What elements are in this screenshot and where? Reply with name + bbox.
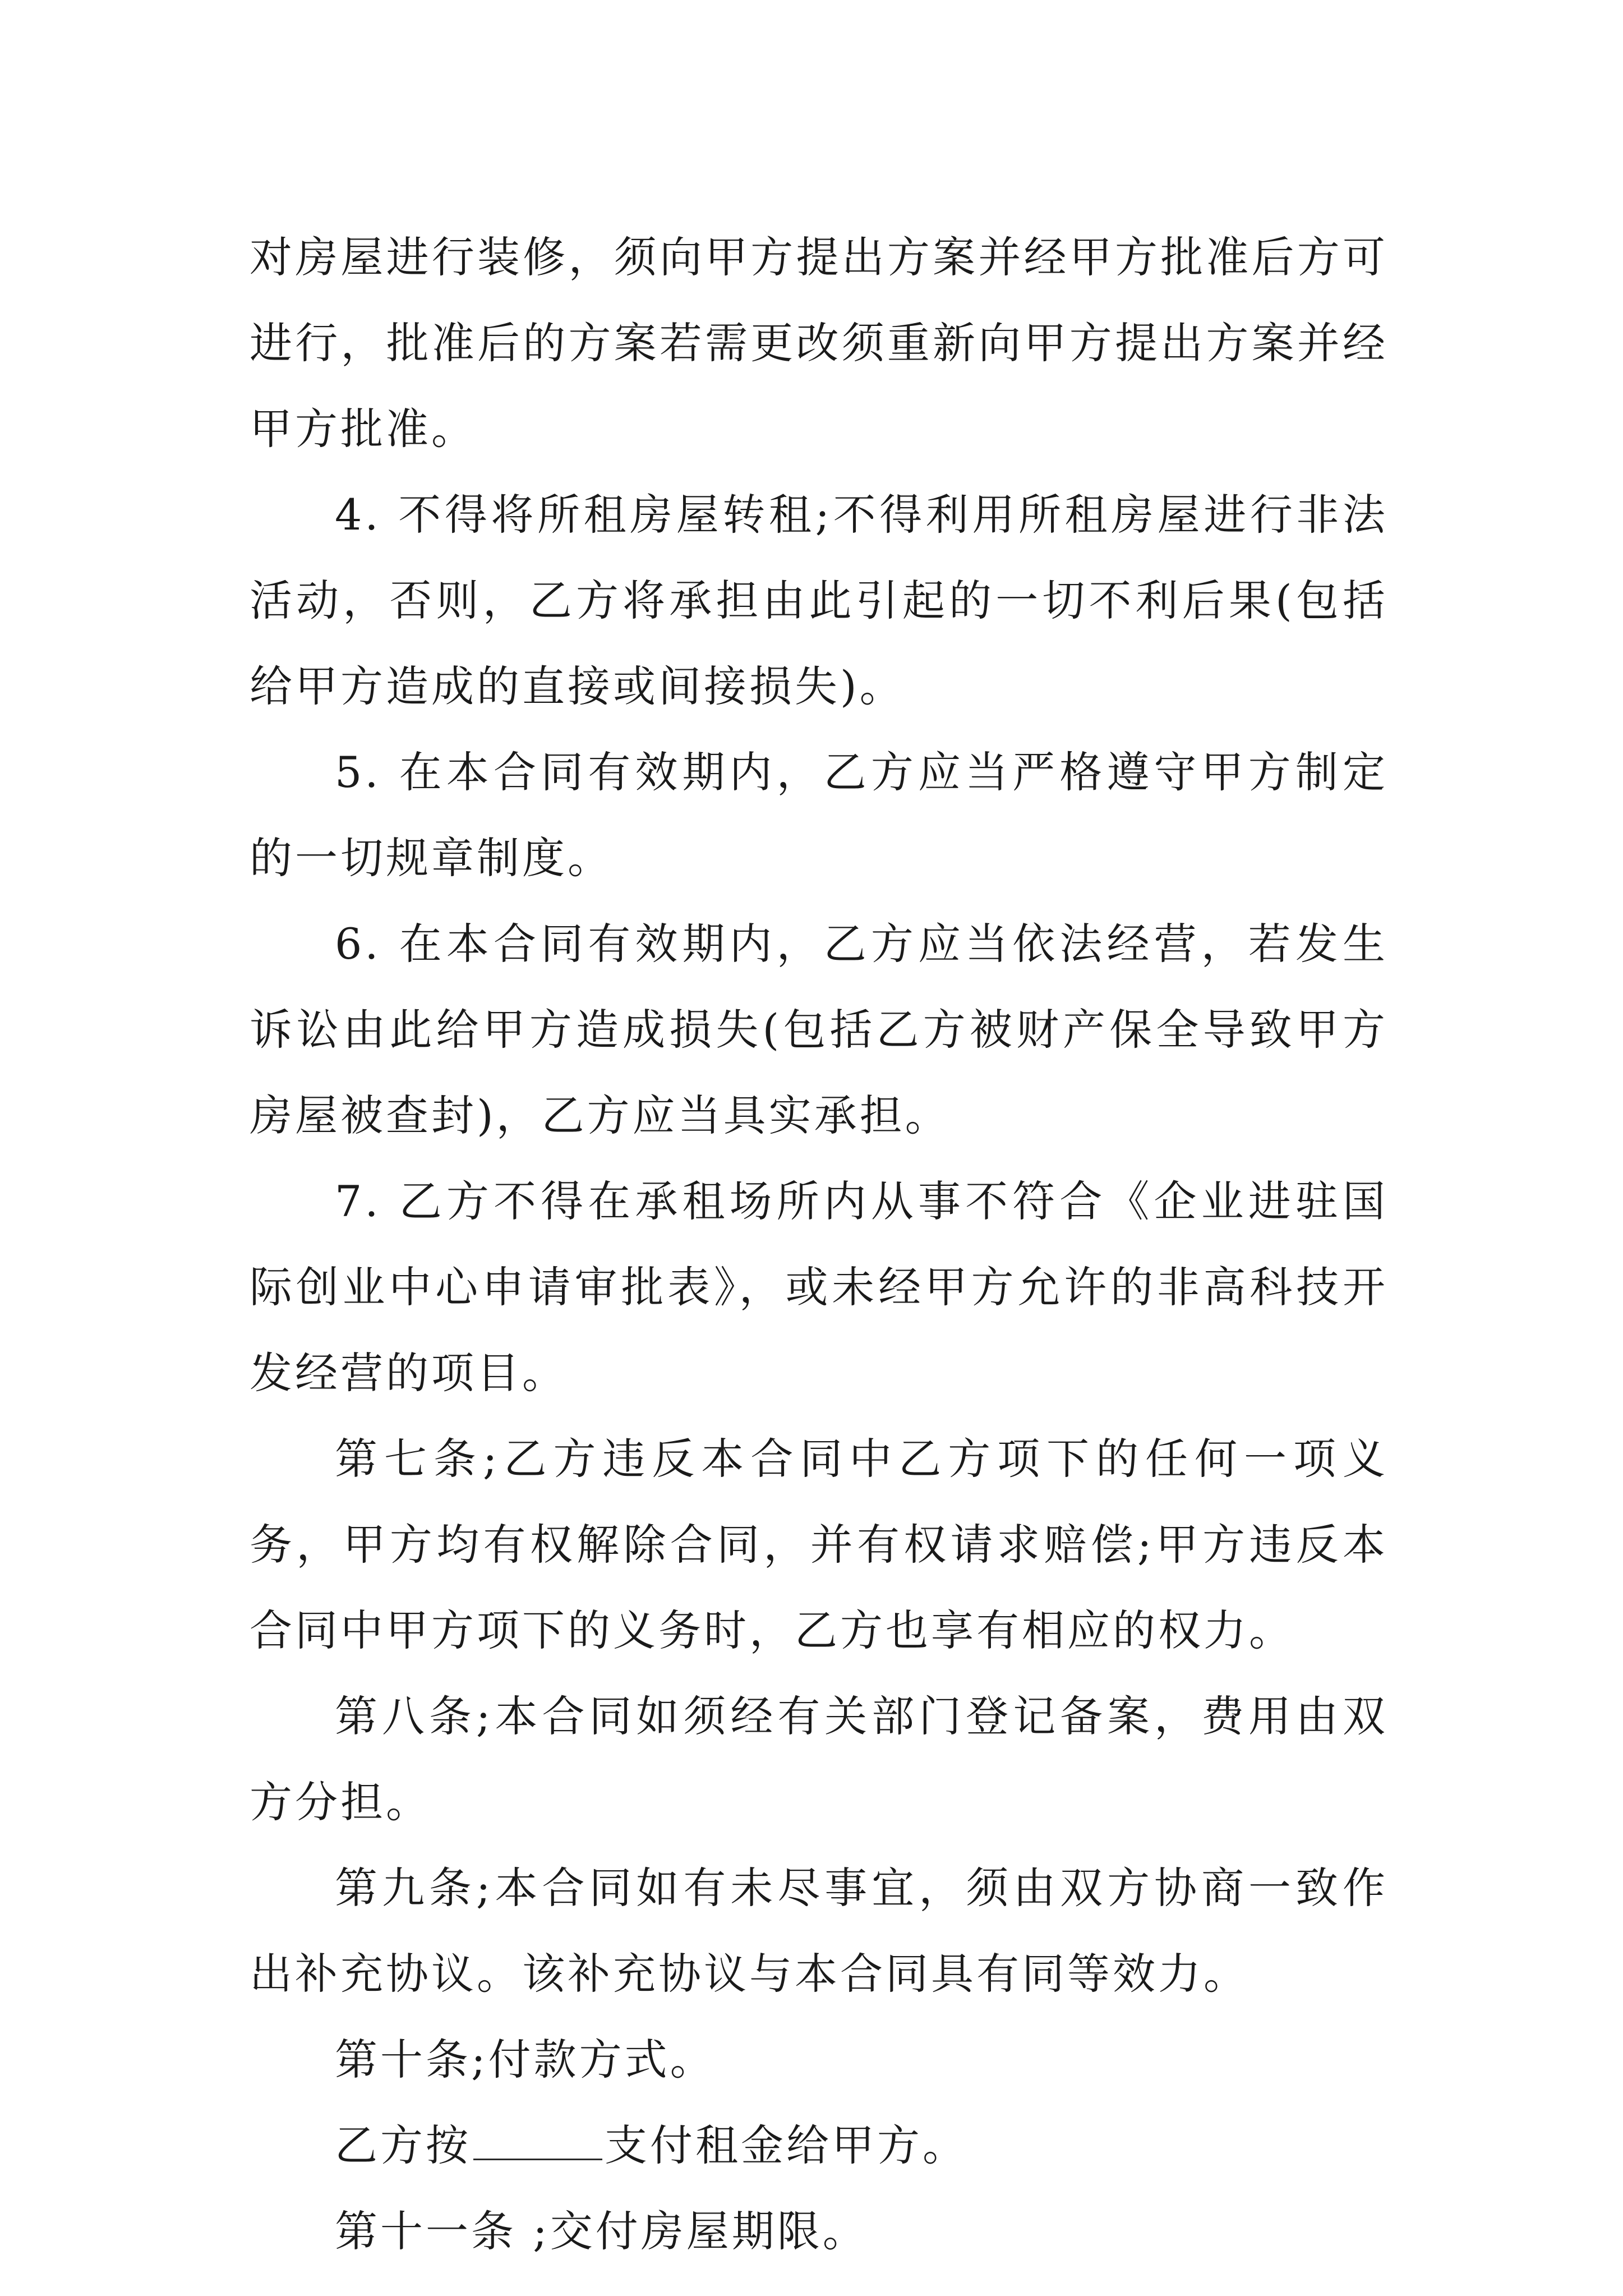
paragraph-article-10: 第十条;付款方式。 bbox=[335, 2035, 716, 2085]
paragraph-item-7: 7. 乙方不得在承租场所内从事不符合《企业进驻国际创业中心申请审批表》，或未经甲方允许的非高科技开发经营的项目。 bbox=[250, 1176, 1388, 1398]
paragraph-item-6: 6. 在本合同有效期内，乙方应当依法经营，若发生诉讼由此给甲方造成损失(包括乙方被财产保全导致甲方房屋被查封)，乙方应当具实承担。 bbox=[250, 919, 1388, 1140]
paragraph-renovation: 对房屋进行装修，须向甲方提出方案并经甲方批准后方可进行，批准后的方案若需更改须重新向甲方提出方案并经甲方批准。 bbox=[250, 232, 1388, 454]
paragraph-article-9: 第九条;本合同如有未尽事宜，须由双方协商一致作出补充协议。该补充协议与本合同具有同等效力。 bbox=[250, 1863, 1388, 1999]
paragraph-item-5: 5. 在本合同有效期内，乙方应当严格遵守甲方制定的一切规章制度。 bbox=[250, 747, 1388, 883]
paragraph-item-4: 4. 不得将所租房屋转租;不得利用所租房屋进行非法活动，否则，乙方将承担由此引起的一切不利后果(包括给甲方造成的直接或间接损失)。 bbox=[250, 490, 1388, 711]
payment-line-before: 乙方按 bbox=[335, 2120, 471, 2170]
paragraph-payment-line bbox=[250, 2102, 1388, 2188]
payment-line-after: 支付租金给甲方。 bbox=[605, 2120, 968, 2170]
payment-blank-field bbox=[473, 2125, 602, 2160]
document-body bbox=[250, 214, 1388, 2274]
paragraph-article-11: 第十一条 ;交付房屋期限。 bbox=[335, 2206, 868, 2256]
paragraph-article-8: 第八条;本合同如须经有关部门登记备案，费用由双方分担。 bbox=[250, 1691, 1388, 1827]
paragraph-article-7: 第七条;乙方违反本合同中乙方项下的任何一项义务，甲方均有权解除合同，并有权请求赔偿;甲方违反本合同中甲方项下的义务时，乙方也享有相应的权力。 bbox=[250, 1434, 1388, 1655]
